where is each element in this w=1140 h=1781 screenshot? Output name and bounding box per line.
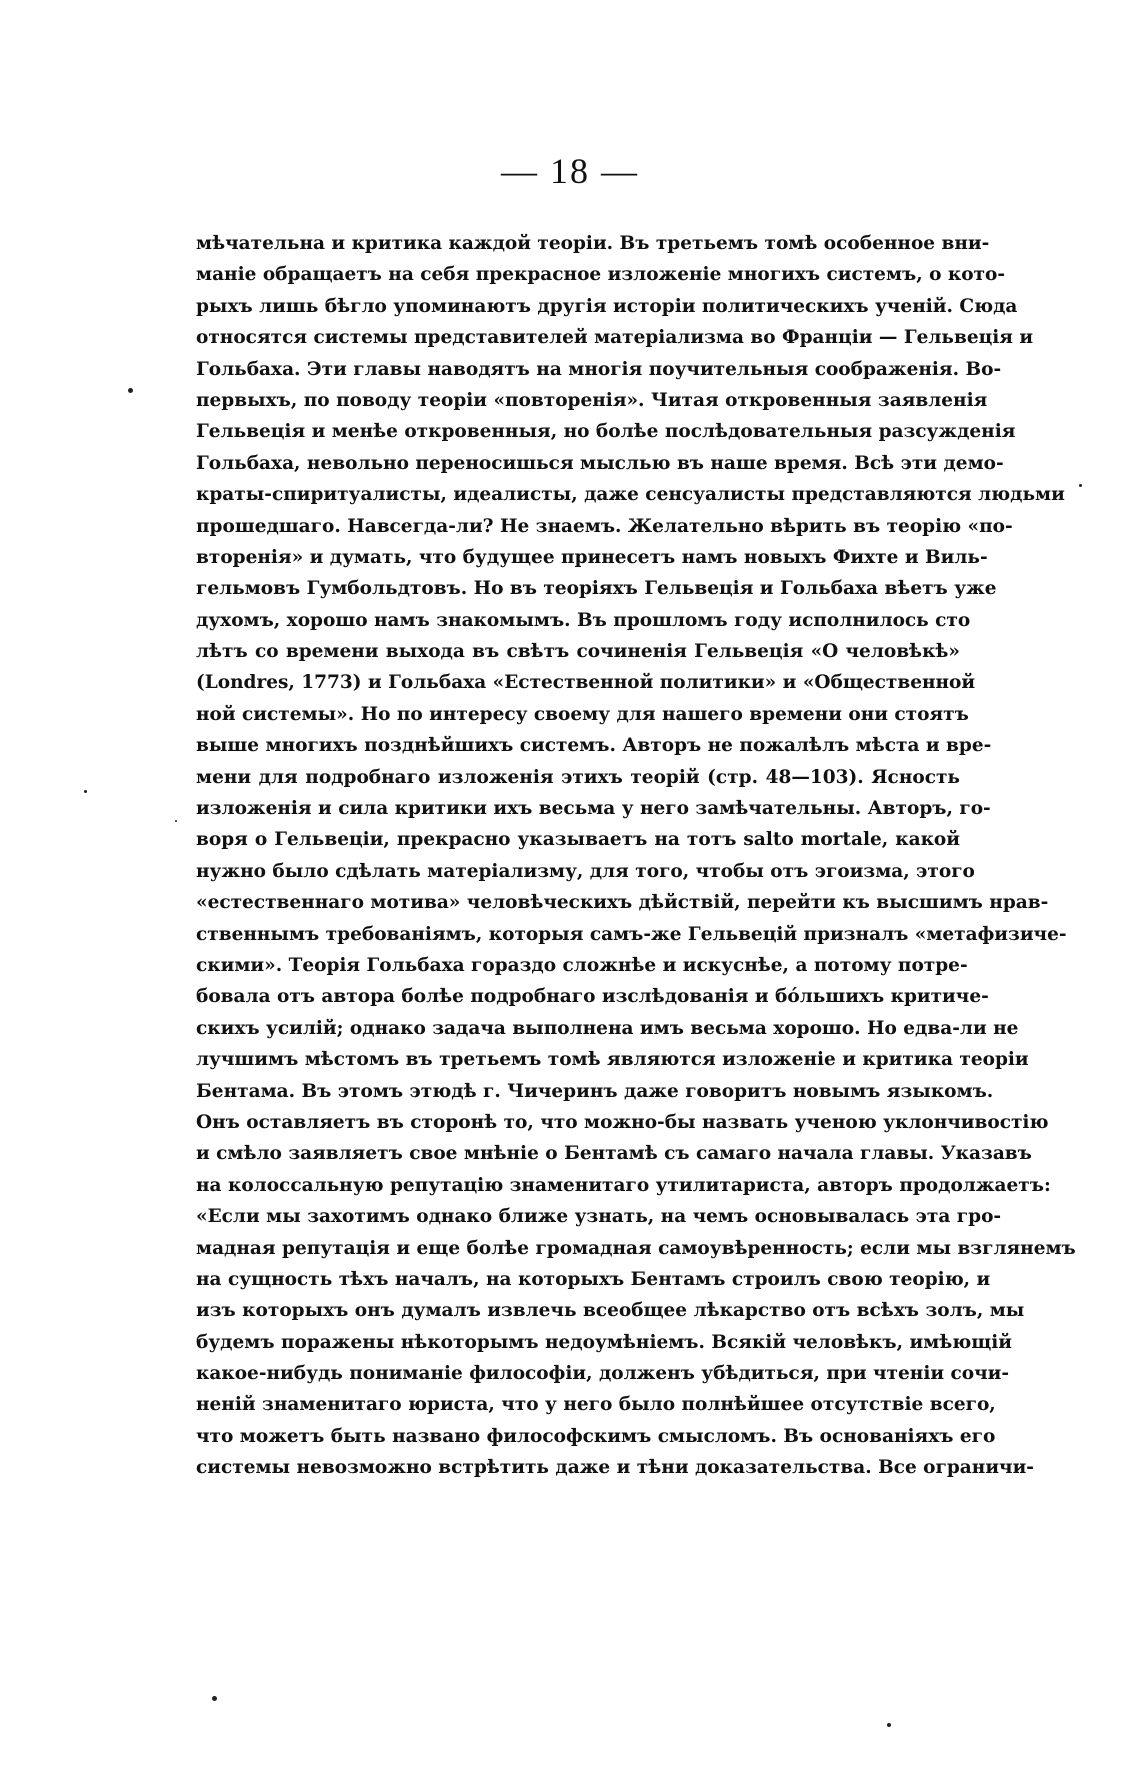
text-line: маніе обращаетъ на себя прекрасное изложеніе многихъ системъ, о кото- [196,264,1006,286]
text-line: изложенія и сила критики ихъ весьма у него замѣчательны. Авторъ, го- [196,798,991,820]
text-line: «Если мы захотимъ однако ближе узнать, на чемъ основывалась эта гро- [196,1206,1002,1228]
text-line: духомъ, хорошо намъ знакомымъ. Въ прошломъ году исполнилось сто [196,609,971,631]
text-line: на колоссальную репутацію знаменитаго утилитариста, авторъ продолжаетъ: [196,1174,1051,1196]
text-line: мадная репутація и еще болѣе громадная самоувѣренность; если мы взглянемъ [196,1237,1076,1259]
text-line: воря о Гельвеціи, прекрасно указываетъ на тотъ salto mortale, какой [196,829,960,851]
text-line: «естественнаго мотива» человѣческихъ дѣйствій, перейти къ высшимъ нрав- [196,892,1049,914]
text-line: (Londres, 1773) и Гольбаха «Естественной политики» и «Общественной [196,672,976,694]
text-line: Гольбаха. Эти главы наводятъ на многія поучительныя соображенія. Во- [196,358,1002,380]
text-line: неній знаменитаго юриста, что у него было полнѣйшее отсутствіе всего, [196,1394,996,1416]
scan-speck [128,388,133,393]
text-line: и смѣло заявляетъ свое мнѣніе о Бентамѣ съ самаго начала главы. Указавъ [196,1143,1032,1165]
text-line: мени для подробнаго изложенія этихъ теорій (стр. 48—103). Ясность [196,766,960,788]
text-line: относятся системы представителей матеріализма во Франціи — Гельвеція и [196,327,1034,349]
text-line: прошедшаго. Навсегда-ли? Не знаемъ. Желательно вѣрить въ теорію «по- [196,515,1013,537]
text-line: выше многихъ позднѣйшихъ системъ. Авторъ не пожалѣлъ мѣста и вре- [196,735,992,757]
text-line: что можетъ быть названо философскимъ смысломъ. Въ основаніяхъ его [196,1425,996,1447]
text-line: Бентама. Въ этомъ этюдѣ г. Чичеринъ даже говоритъ новымъ языкомъ. [196,1080,994,1102]
body-text [196,228,1076,1484]
text-line: Онъ оставляетъ въ сторонѣ то, что можно-бы назвать ученою уклончивостію [196,1111,1049,1133]
text-line: рыхъ лишь бѣгло упоминаютъ другія исторіи политическихъ ученій. Сюда [196,295,1018,317]
scan-speck [887,1723,891,1727]
scan-speck [84,790,87,793]
text-line: первыхъ, по поводу теоріи «повторенія». Читая откровенныя заявленія [196,389,988,411]
scan-speck [212,1696,217,1701]
text-line: ственнымъ требованіямъ, которыя самъ-же Гельвецій призналъ «метафизиче- [196,923,1067,945]
text-line: системы невозможно встрѣтить даже и тѣни доказательства. Все ограничи- [196,1457,1034,1479]
text-line: краты-спиритуалисты, идеалисты, даже сенсуалисты представляются людьми [196,484,1065,506]
text-line: ной системы». Но по интересу своему для нашего времени они стоятъ [196,703,969,725]
page-number: — 18 — [501,151,639,191]
scan-speck [175,820,177,822]
text-line: гельмовъ Гумбольдтовъ. Но въ теоріяхъ Гельвеція и Гольбаха вѣетъ уже [196,578,997,600]
text-line: скихъ усилій; однако задача выполнена имъ весьма хорошо. Но едва-ли не [196,1017,1019,1039]
text-line: скими». Теорія Гольбаха гораздо сложнѣе и искуснѣе, а потому потре- [196,954,968,976]
scan-speck [1079,484,1082,487]
text-line: бовала отъ автора болѣе подробнаго изслѣдованія и бóльшихъ критиче- [196,986,989,1008]
text-line: изъ которыхъ онъ думалъ извлечь всеобщее лѣкарство отъ всѣхъ золъ, мы [196,1300,1025,1322]
text-line: какое-нибудь пониманіе философіи, долженъ убѣдиться, при чтеніи сочи- [196,1363,1010,1385]
text-line: вторенія» и думать, что будущее принесетъ намъ новыхъ Фихте и Виль- [196,546,988,568]
text-line: Гольбаха, невольно переносишься мыслью въ наше время. Всѣ эти демо- [196,452,1004,474]
text-line: лѣтъ со времени выхода въ свѣтъ сочиненія Гельвеція «О человѣкѣ» [196,641,960,663]
text-line: нужно было сдѣлать матеріализму, для того, чтобы отъ эгоизма, этого [196,860,975,882]
text-line: лучшимъ мѣстомъ въ третьемъ томѣ являются изложеніе и критика теоріи [196,1049,1029,1071]
text-line: на сущность тѣхъ началъ, на которыхъ Бентамъ строилъ свою теорію, и [196,1268,991,1290]
text-line: будемъ поражены нѣкоторымъ недоумѣніемъ. Всякій человѣкъ, имѣющій [196,1331,1013,1353]
text-line: Гельвеція и менѣе откровенныя, но болѣе послѣдовательныя разсужденія [196,421,1016,443]
text-line: мѣчательна и критика каждой теоріи. Въ третьемъ томѣ особенное вни- [196,233,990,254]
